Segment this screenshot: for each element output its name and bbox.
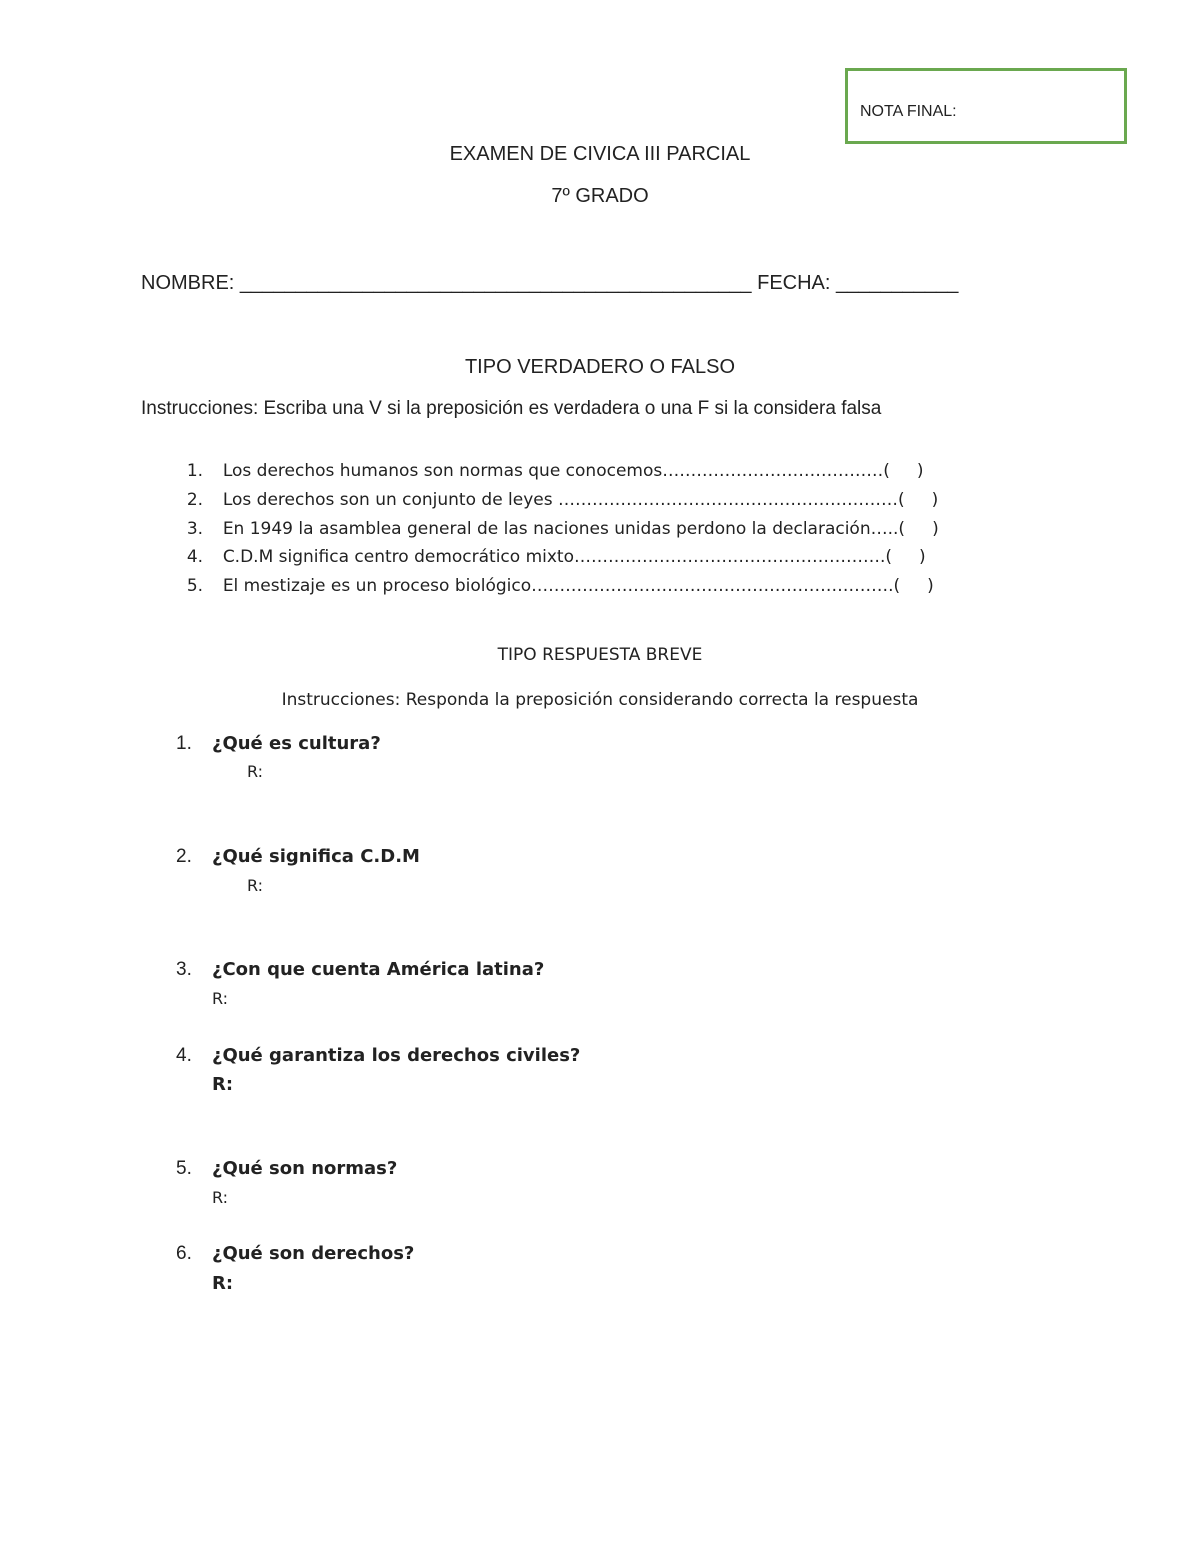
question-number: 1. — [176, 733, 192, 754]
question-text: ¿Qué son normas? — [212, 1158, 398, 1179]
item-text: En 1949 la asamblea general de las naciones unidas perdono la declaración…..( ) — [222, 519, 939, 539]
answer-field[interactable]: R: — [212, 989, 229, 1008]
item-number: 5. — [186, 576, 204, 596]
question-number: 6. — [176, 1243, 192, 1264]
question-text: ¿Qué es cultura? — [212, 733, 381, 754]
answer-field[interactable]: R: — [247, 762, 264, 781]
answer-field[interactable]: R: — [212, 1188, 229, 1207]
item-text: C.D.M significa centro democrático mixto……………………………………………….( ) — [222, 547, 926, 567]
nota-final-box — [845, 68, 1127, 144]
question-number: 4. — [176, 1045, 192, 1066]
item-text: El mestizaje es un proceso biológico……………………………………………………….( ) — [222, 576, 934, 596]
answer-field[interactable]: R: — [247, 876, 264, 895]
question-number: 3. — [176, 959, 192, 980]
true-false-instructions: Instrucciones: Escriba una V si la preposición es verdadera o una F si la considera falsa — [141, 398, 882, 419]
item-number: 3. — [186, 519, 204, 539]
short-answer-section-title: TIPO RESPUESTA BREVE — [497, 645, 703, 665]
question-number: 5. — [176, 1158, 192, 1179]
item-number: 2. — [186, 490, 204, 510]
true-false-item[interactable] — [176, 556, 934, 596]
nota-final-label: NOTA FINAL: — [860, 103, 957, 120]
item-text: Los derechos humanos son normas que conocemos…………………………………( ) — [222, 461, 924, 481]
exam-title: EXAMEN DE CIVICA III PARCIAL — [449, 143, 751, 165]
question-text: ¿Qué garantiza los derechos civiles? — [212, 1045, 581, 1066]
answer-field[interactable]: R: — [212, 1273, 234, 1294]
question-text: ¿Qué son derechos? — [212, 1243, 415, 1264]
item-number: 4. — [186, 547, 204, 567]
question-text: ¿Con que cuenta América latina? — [212, 959, 545, 980]
item-number: 1. — [186, 461, 204, 481]
exam-grade: 7º GRADO — [551, 185, 649, 207]
question-text: ¿Qué significa C.D.M — [212, 846, 420, 867]
item-text: Los derechos son un conjunto de leyes ……………………………………………………( ) — [222, 490, 939, 510]
question-number: 2. — [176, 846, 192, 867]
student-info-line[interactable]: NOMBRE: ______________________________________________ FECHA: ___________ — [141, 272, 959, 294]
answer-field[interactable]: R: — [212, 1074, 234, 1095]
true-false-section-title: TIPO VERDADERO O FALSO — [464, 356, 736, 378]
short-answer-instructions: Instrucciones: Responda la preposición considerando correcta la respuesta — [281, 690, 919, 710]
